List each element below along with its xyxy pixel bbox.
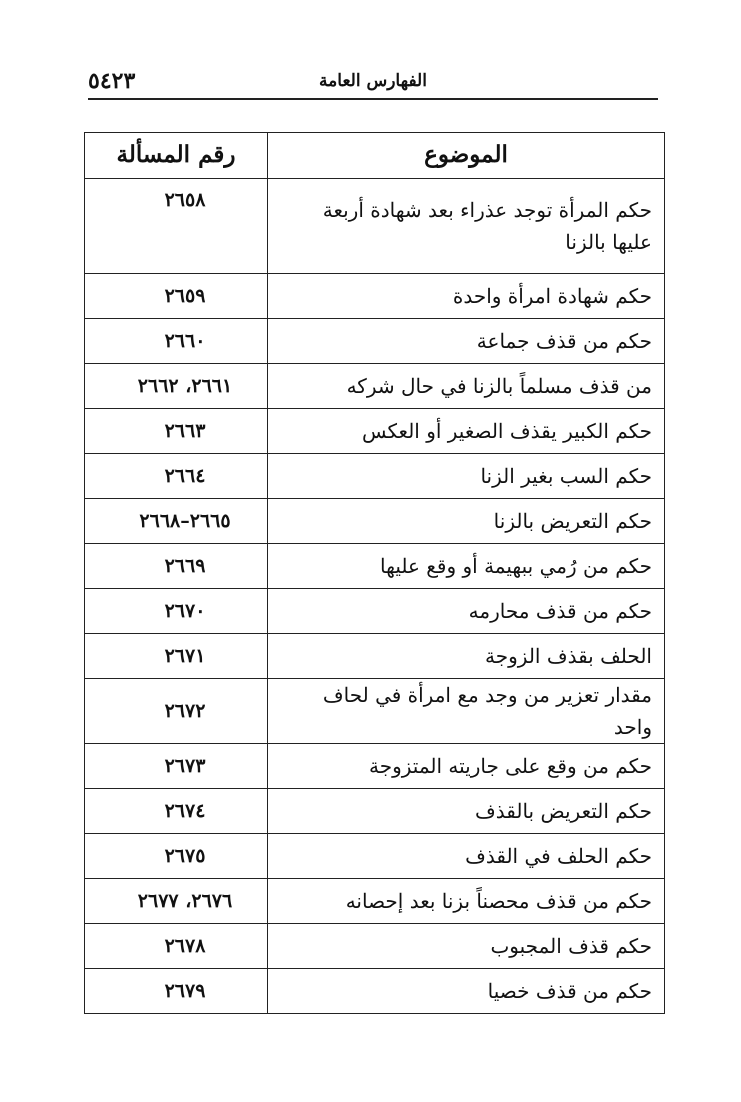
table-row (85, 634, 665, 679)
table-row (85, 364, 665, 409)
issue-number-cell: ٢٦٧٩ (85, 969, 268, 1014)
issue-number-cell: ٢٦٦٥–٢٦٦٨ (85, 499, 268, 544)
topic-cell: حكم من رُمي ببهيمة أو وقع عليها (268, 544, 665, 589)
table-row (85, 454, 665, 499)
issue-number-cell: ٢٦٦٣ (85, 409, 268, 454)
issue-number-cell: ٢٦٧٨ (85, 924, 268, 969)
table-row (85, 544, 665, 589)
issue-number-cell: ٢٦٧٣ (85, 744, 268, 789)
issue-number-cell: ٢٦٥٩ (85, 274, 268, 319)
topic-cell: حكم السب بغير الزنا (268, 454, 665, 499)
topic-cell: مقدار تعزير من وجد مع امرأة في لحاف واحد (268, 679, 665, 744)
issue-number-cell: ٢٦٦٠ (85, 319, 268, 364)
issue-number-cell: ٢٦٧١ (85, 634, 268, 679)
index-table (84, 132, 665, 1014)
table-row (85, 969, 665, 1014)
table-row (85, 879, 665, 924)
issue-number-cell: ٢٦٧٠ (85, 589, 268, 634)
topic-cell: حكم من وقع على جاريته المتزوجة (268, 744, 665, 789)
topic-cell: حكم التعريض بالزنا (268, 499, 665, 544)
column-header-topic: الموضوع (268, 133, 665, 179)
running-title: الفهارس العامة (319, 71, 427, 91)
page-number: ٥٤٢٣ (88, 68, 136, 94)
column-header-number: رقم المسألة (85, 133, 268, 179)
issue-number-cell: ٢٦٦١، ٢٦٦٢ (85, 364, 268, 409)
table-header-row (85, 133, 665, 179)
issue-number-cell: ٢٦٧٤ (85, 789, 268, 834)
table-row (85, 924, 665, 969)
table-row (85, 789, 665, 834)
issue-number-cell: ٢٦٧٦، ٢٦٧٧ (85, 879, 268, 924)
table-row (85, 319, 665, 364)
issue-number-cell: ٢٦٦٩ (85, 544, 268, 589)
topic-cell: حكم التعريض بالقذف (268, 789, 665, 834)
topic-cell: حكم شهادة امرأة واحدة (268, 274, 665, 319)
table-row (85, 409, 665, 454)
table-row (85, 179, 665, 274)
issue-number-cell: ٢٦٧٥ (85, 834, 268, 879)
table-row (85, 589, 665, 634)
topic-cell: حكم من قذف محصناً بزنا بعد إحصانه (268, 879, 665, 924)
table-row (85, 499, 665, 544)
topic-cell: الحلف بقذف الزوجة (268, 634, 665, 679)
issue-number-cell: ٢٦٧٢ (85, 679, 268, 744)
issue-number-cell: ٢٦٦٤ (85, 454, 268, 499)
topic-cell: حكم المرأة توجد عذراء بعد شهادة أربعة عليها بالزنا (268, 179, 665, 274)
issue-number-cell: ٢٦٥٨ (85, 179, 268, 274)
topic-cell: حكم قذف المجبوب (268, 924, 665, 969)
table-row (85, 744, 665, 789)
topic-cell: من قذف مسلماً بالزنا في حال شركه (268, 364, 665, 409)
topic-cell: حكم الكبير يقذف الصغير أو العكس (268, 409, 665, 454)
table-row (85, 679, 665, 744)
topic-cell: حكم من قذف خصيا (268, 969, 665, 1014)
table-row (85, 834, 665, 879)
table-row (85, 274, 665, 319)
topic-cell: حكم من قذف جماعة (268, 319, 665, 364)
topic-cell: حكم من قذف محارمه (268, 589, 665, 634)
topic-cell: حكم الحلف في القذف (268, 834, 665, 879)
page-header (88, 66, 658, 100)
